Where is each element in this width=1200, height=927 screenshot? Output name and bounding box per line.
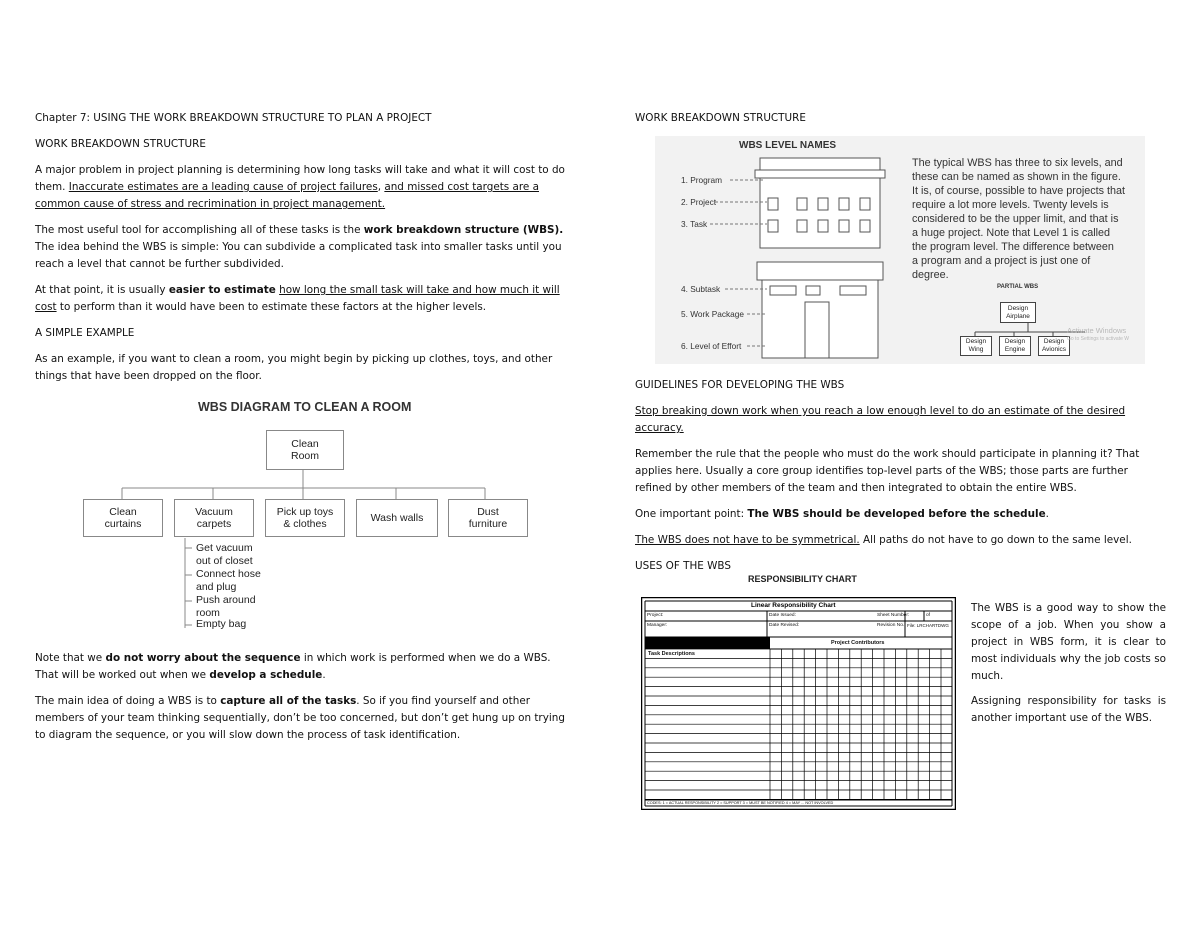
level-program: 1. Program [681,175,723,185]
lrc-field-manager: Manager: [647,623,668,628]
responsibility-chart-title: RESPONSIBILITY CHART [748,574,857,584]
lrc-field-file: File: LRCHARTDWG [907,623,949,628]
partial-node-design-airplane: Design Airplane [1000,302,1036,323]
wbs-node-pick-up-toys: Pick up toys & clothes [265,499,345,537]
lrc-field-project: Project: [647,613,664,618]
activate-windows-watermark: Activate Windows Go to Settings to activate W [1067,326,1129,342]
lrc-field-of: of [926,613,931,618]
vacuum-subtasks [196,542,261,631]
wbs-node-clean-room: Clean Room [266,430,344,470]
wbs-level-names-figure [655,136,1145,364]
side-responsibility-paragraph: Assigning responsibility for tasks is another important use of the WBS. [971,695,1166,724]
right-section-title: WORK BREAKDOWN STRUCTURE [635,112,806,124]
wbs-level-caption: The typical WBS has three to six levels, and these can be named as shown in the figure. It is, of course, possible to have projects that require a lot more levels. Twenty levels is considered to be the upper limit, and that is a huge project. Note that Level 1 is called the program level. The difference between a program and a project is just one of degree. [912,157,1126,281]
left-column [35,110,565,385]
partial-node-design-avionics: Design Avionics [1038,336,1070,356]
wbs-node-dust-furniture: Dust furniture [448,499,528,537]
guidelines-section [635,377,1165,575]
responsibility-chart-grid [641,597,956,810]
left-column-lower [35,650,565,744]
level-of-effort: 6. Level of Effort [681,341,742,351]
lrc-field-revision-no: Revision No. [877,623,905,628]
lrc-field-date-revised: Date Revised: [769,623,800,628]
subtask-push-around: Push around room [196,594,256,619]
partial-node-design-engine: Design Engine [999,336,1031,356]
clean-room-diagram-title: WBS DIAGRAM TO CLEAN A ROOM [198,400,412,414]
subtask-connect-hose: Connect hose and plug [196,568,261,593]
paragraph-example: As an example, if you want to clean a room, you might begin by picking up clothes, toys, and other things that have been dropped on the floor. [35,353,553,382]
responsibility-chart [641,597,956,810]
partial-wbs-title: PARTIAL WBS [997,284,1039,290]
lrc-field-sheet-number: Sheet Number: [877,613,910,618]
lrc-footer-codes: CODES: 1 = ACTUAL RESPONSIBILITY 2 = SUPPORT 3 = MUST BE NOTIFIED 4 = MAY ... NOT INVOLVED [647,801,834,805]
level-project: 2. Project [681,197,717,207]
paragraph-wbs-intro: The most useful tool for accomplishing all of these tasks is the work breakdown structure (WBS). The idea behind the WBS is simple: You can subdivide a complicated task into smaller tasks until you reach a level that cannot be further subdivided. [35,224,564,270]
side-scope-paragraph: The WBS is a good way to show the scope of a job. When you show a project in WBS form, it is clear to most individuals why the job costs so much. [971,602,1166,682]
lrc-task-header: Task Descriptions [648,651,695,657]
level-subtask: 4. Subtask [681,284,721,294]
partial-node-design-wing: Design Wing [960,336,992,356]
example-title: A SIMPLE EXAMPLE [35,327,135,339]
chapter-title: Chapter 7: USING THE WORK BREAKDOWN STRUCTURE TO PLAN A PROJECT [35,112,432,124]
level-work-package: 5. Work Package [681,309,745,319]
level-task: 3. Task [681,219,708,229]
lrc-inner-title: Linear Responsibility Chart [751,602,836,609]
right-column [635,110,1165,127]
wbs-node-vacuum-carpets: Vacuum carpets [174,499,254,537]
wbs-node-wash-walls: Wash walls [356,499,438,537]
uses-side-text [971,600,1166,727]
wbs-level-names-title: WBS LEVEL NAMES [739,140,837,151]
paragraph-problem: A major problem in project planning is determining how long tasks will take and what it will cost to do them. Inaccurate estimates are a leading cause of project failures, and missed cost targets are a common cause of stress and recrimination in project management. [35,164,565,210]
lrc-field-date-issued: Date Issued: [769,613,796,618]
guidelines-title: GUIDELINES FOR DEVELOPING THE WBS [635,379,845,391]
section-title: WORK BREAKDOWN STRUCTURE [35,138,206,150]
subtask-empty-bag: Empty bag [196,618,247,630]
wbs-node-clean-curtains: Clean curtains [83,499,163,537]
lrc-contributors-header: Project Contributors [831,640,885,646]
guideline-stop-breaking: Stop breaking down work when you reach a low enough level to do an estimate of the desired accuracy. [635,405,1126,434]
uses-title: USES OF THE WBS [635,560,731,572]
paragraph-main-idea: The main idea of doing a WBS is to capture all of the tasks. So if you find yourself and other members of your team thinking sequentially, don’t be too concerned, but don’t get hung up on trying to diagram the sequence, or you will slow down the process of task identification. [35,695,565,741]
guideline-before-schedule: One important point: The WBS should be developed before the schedule. [635,508,1049,520]
subtask-get-vacuum: Get vacuum out of closet [196,542,253,567]
clean-room-diagram [80,398,520,638]
guideline-symmetrical: The WBS does not have to be symmetrical. All paths do not have to go down to the same level. [635,534,1132,546]
paragraph-sequence: Note that we do not worry about the sequence in which work is performed when we do a WBS. That will be worked out when we develop a schedule. [35,652,551,681]
paragraph-estimate: At that point, it is usually easier to estimate how long the small task will take and how much it will cost to perform than it would have been to estimate these factors at the higher levels. [35,284,560,313]
guideline-participate: Remember the rule that the people who must do the work should participate in planning it? That applies here. Usually a core group identifies top-level parts of the WBS; those parts are further refined by other members of the team and then integrated to obtain the entire WBS. [635,448,1140,494]
